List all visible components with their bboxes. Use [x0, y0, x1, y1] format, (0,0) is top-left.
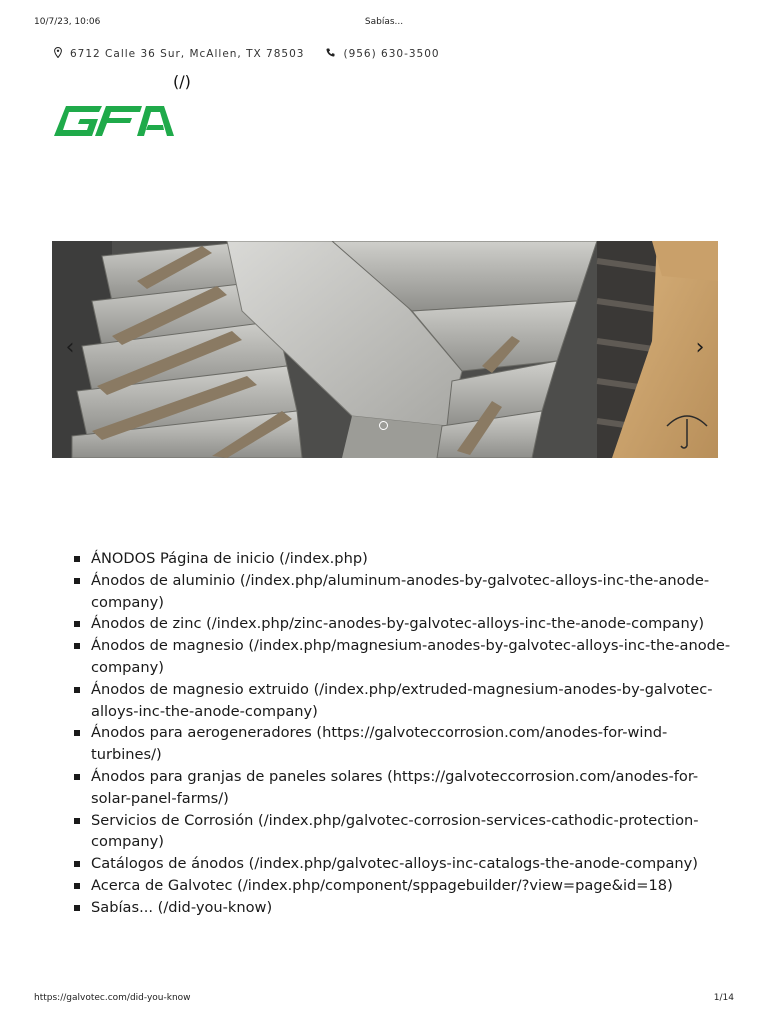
print-datetime: 10/7/23, 10:06 — [34, 17, 101, 27]
print-url: https://galvotec.com/did-you-know — [34, 993, 191, 1003]
menu-item-home[interactable]: ÁNODOS Página de inicio (/index.php) — [72, 548, 732, 570]
menu-item-wind-turbines[interactable]: Ánodos para aerogeneradores (https://galvoteccorrosion.com/anodes-for-wind-turbines/) — [72, 722, 732, 766]
phone-icon — [326, 48, 335, 60]
print-footer — [0, 993, 768, 1007]
image-slider[interactable] — [52, 241, 718, 458]
menu-item-catalogs[interactable]: Catálogos de ánodos (/index.php/galvotec-alloys-inc-catalogs-the-anode-company) — [72, 853, 732, 875]
nav-menu — [72, 548, 732, 919]
address-text: 6712 Calle 36 Sur, McAllen, TX 78503 — [70, 48, 305, 60]
print-page-number: 1/14 — [713, 993, 734, 1003]
print-page-title: Sabías... — [364, 17, 404, 27]
menu-item-corrosion-services[interactable]: Servicios de Corrosión (/index.php/galvotec-corrosion-services-cathodic-protection-company) — [72, 810, 732, 854]
slider-indicator-dot[interactable] — [379, 421, 388, 430]
contact-bar — [54, 46, 440, 62]
company-logo[interactable] — [54, 106, 174, 136]
menu-item-magnesium[interactable]: Ánodos de magnesio (/index.php/magnesium-anodes-by-galvotec-alloys-inc-the-anode-company) — [72, 635, 732, 679]
menu-item-zinc[interactable]: Ánodos de zinc (/index.php/zinc-anodes-by-galvotec-alloys-inc-the-anode-company) — [72, 613, 732, 635]
menu-item-about[interactable]: Acerca de Galvotec (/index.php/component/sppagebuilder/?view=page&id=18) — [72, 875, 732, 897]
phone-text: (956) 630-3500 — [343, 48, 440, 60]
slider-prev-button[interactable]: ‹ — [65, 335, 75, 360]
address-item — [54, 47, 304, 61]
home-link[interactable]: (/) — [173, 72, 191, 91]
menu-item-aluminum[interactable]: Ánodos de aluminio (/index.php/aluminum-anodes-by-galvotec-alloys-inc-the-anode-company) — [72, 570, 732, 614]
menu-item-extruded-magnesium[interactable]: Ánodos de magnesio extruido (/index.php/extruded-magnesium-anodes-by-galvotec-alloys-inc-the-anode-company) — [72, 679, 732, 723]
slider-next-button[interactable]: › — [695, 335, 705, 360]
menu-item-did-you-know[interactable]: Sabías... (/did-you-know) — [72, 897, 732, 919]
map-marker-icon — [54, 47, 62, 61]
phone-item[interactable] — [326, 48, 439, 60]
menu-item-solar-farms[interactable]: Ánodos para granjas de paneles solares (https://galvoteccorrosion.com/anodes-for-solar-panel-farms/) — [72, 766, 732, 810]
print-header — [0, 17, 768, 31]
